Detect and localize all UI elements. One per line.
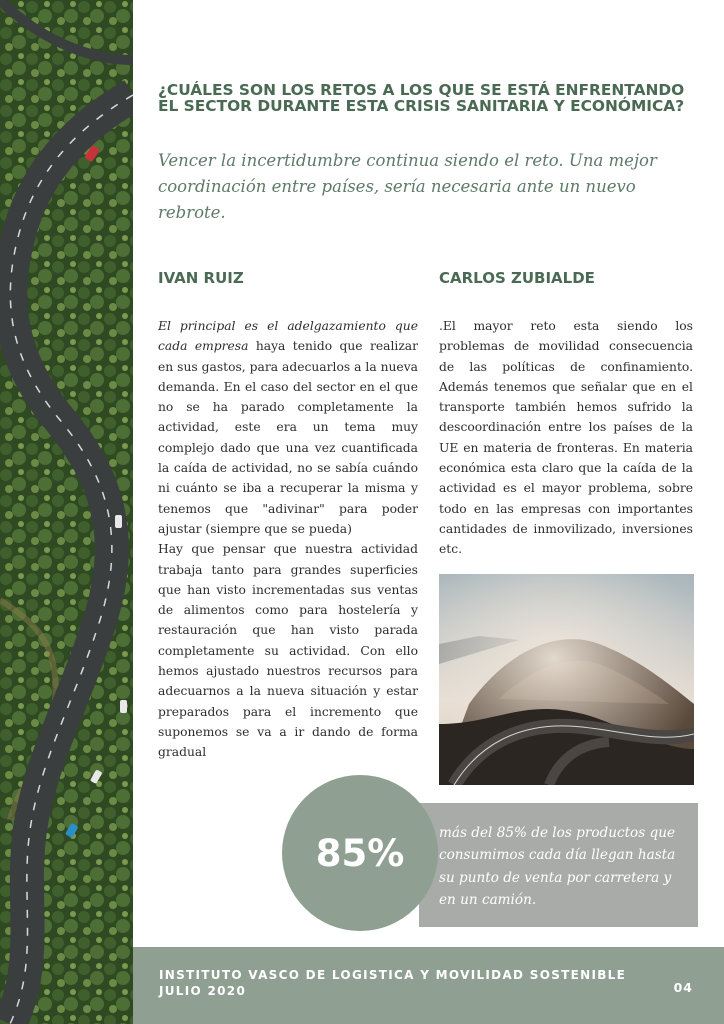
stat-description: más del 85% de los productos que consumimos cada día llegan hasta su punto de venta por carretera y en un camión. [439,825,676,908]
left-paragraph-1-rest: haya tenido que realizar en sus gastos, para adecuarlos a la nueva demanda. En el caso del sector en el que no se ha parado completamente la actividad, este era un tema muy complejo dado que una vez cuantificada la caída de actividad, no se sabía cuándo ni cuánto se iba a recuperar la misma y tenemos que "adivinar" para poder ajustar (siempre que se pueda) [158,339,419,536]
mountain-road-photo [439,574,694,785]
left-column-text [158,316,418,763]
footer-organization: INSTITUTO VASCO DE LOGISTICA Y MOVILIDAD SOSTENIBLE [159,968,627,982]
left-lead-italic: El principal es el adelgazamiento que cada empresa [158,319,418,354]
author-name-carlos-zubialde: CARLOS ZUBIALDE [439,269,595,287]
stat-circle [282,775,438,931]
mountain-road-illustration [439,574,694,785]
footer-date: JULIO 2020 [159,984,247,998]
left-paragraph-2: Hay que pensar que nuestra actividad trabaja tanto para grandes superficies que han visto incrementadas sus ventas de alimentos como para hostelería y restauración que han visto parada completamente su actividad. Con ello hemos ajustado nuestros recursos para adecuarnos a la nueva situación y estar preparados para el incremento que suponemos se va a ir dando de forma gradual [158,542,418,760]
author-name-ivan-ruiz: IVAN RUIZ [158,269,244,287]
stat-value: 85% [315,831,405,875]
section-heading: ¿CUÁLES SON LOS RETOS A LOS QUE SE ESTÁ ENFRENTANDO EL SECTOR DURANTE ESTA CRISIS SANITARIA Y ECONÓMICA? [158,81,685,115]
footer [133,947,724,1024]
left-paragraph-1 [158,316,418,539]
page-number: 04 [673,980,693,995]
aerial-road-illustration [0,0,133,1024]
aerial-road-photo [0,0,133,1024]
right-paragraph: .El mayor reto esta siendo los problemas de movilidad consecuencia de las políticas de confinamiento. Además tenemos que señalar que en el transporte también hemos sufrido la descoordinación entre los países de la UE en materia de fronteras. En materia económica esta claro que la caída de la actividad es el mayor problema, sobre todo en las empresas con importantes cantidades de inmovilizado, inversiones etc. [439,319,693,557]
right-column-text [439,316,693,560]
intro-quote: Vencer la incertidumbre continua siendo el reto. Una mejor coordinación entre países, sería necesaria ante un nuevo rebrote. [158,151,657,222]
